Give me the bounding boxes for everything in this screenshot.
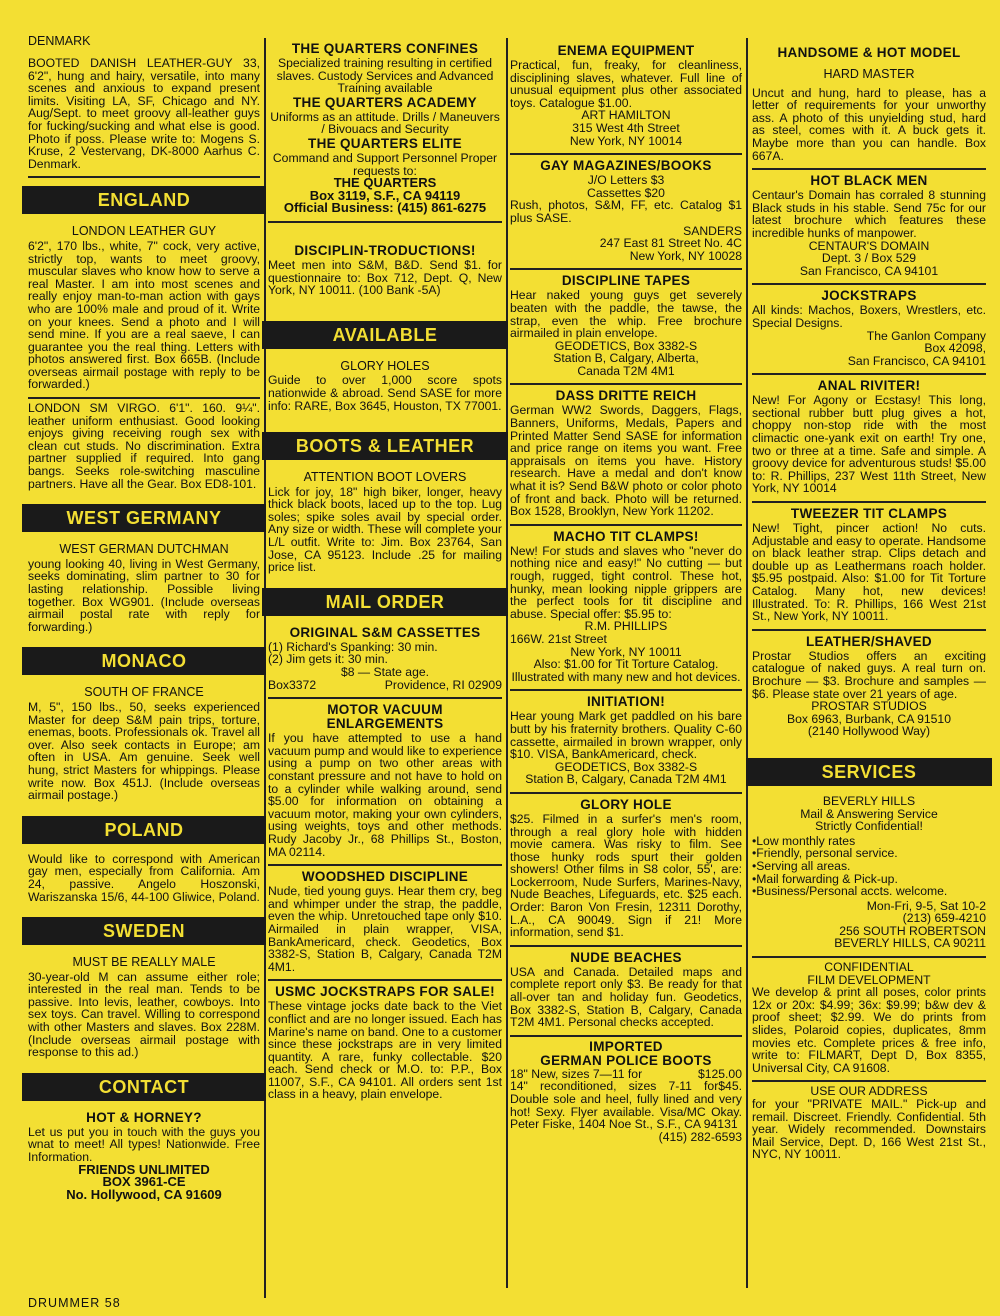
ad-body: New! Tight, pincer action! No cuts. Adjustable and easy to operate. Handsome on black leather strap. Clips detach and double up as Leathermans roach holder. $5.95 postpaid. Also: $1.00 for Tit Torture Catalog. Many hot, new devices! Illustrated. To: R. Phillips, 166 West 21st St., New York, NY 10011. [752, 521, 986, 624]
ad-title: INITIATION! [586, 694, 666, 710]
classified-ad [28, 538, 260, 639]
ad-address: GEODETICS, Box 3382-S [554, 759, 698, 774]
classified-ad [28, 1107, 260, 1208]
ad-line: Mail & Answering Service [800, 806, 938, 821]
ad-body: Also: $1.00 for Tit Torture Catalog. Illustrated with many new and hot devices. [511, 657, 741, 684]
ad-phone: (213) 659-4210 [902, 911, 986, 926]
column-rule [506, 38, 508, 1288]
column-4 [752, 42, 986, 1167]
column-1 [28, 30, 260, 1207]
ad-body: Guide to over 1,000 score spots nationwide & abroad. Send SASE for more info: RARE, Box 3645, Houston, TX 77001. [268, 373, 502, 413]
classified-ad [510, 1037, 742, 1150]
ad-name: R.M. PHILLIPS [584, 619, 668, 634]
classified-ad [28, 399, 260, 496]
ad-body: Hear naked young guys get severely beaten with the paddle, the tawse, the strap, even the whip. Free brochure airmailed in plain envelope. [510, 288, 742, 341]
ad-address: San Francisco, CA 94101 [847, 353, 986, 368]
ad-line [268, 679, 502, 692]
ad-title: FILM DEVELOPMENT [807, 972, 931, 987]
ad-title: ENEMA EQUIPMENT [557, 43, 695, 58]
ad-body: Would like to correspond with American gay men, especially from California. Am 24, passive. Angelo Hoszonski, Wariszanska 15/6, 44-100 Gliwice, Poland. [28, 851, 260, 904]
ad-name: The Ganlon Company [866, 328, 986, 343]
ad-title: USMC JOCKSTRAPS FOR SALE! [275, 984, 495, 1000]
classified-ad [752, 792, 986, 958]
ad-address: Canada T2M 4M1 [577, 363, 675, 378]
ad-body: Rush, photos, S&M, FF, etc. Catalog $1 plus SASE. [510, 198, 742, 225]
ad-title: HOT BLACK MEN [810, 173, 928, 189]
ad-body: Let us put you in touch with the guys you wnat to meet! All types! Nationwide. Free Information. [28, 1124, 260, 1165]
ad-body: Specialized training resulting in certified slaves. Custody Services and Advanced Training available [276, 56, 494, 96]
list-item: • Serving all areas. [752, 860, 986, 873]
ad-body: 30-year-old M can assume either role; interested in the real man. Tends to be passive. Into levis, leather, cowboys. Into sex toys. Can travel. Willing to correspond with other Masters and slaves. Box 228M. (Include overseas airmail postage with response to this ad.) [28, 969, 260, 1060]
ad-title: WEST GERMAN DUTCHMAN [59, 542, 229, 557]
list-item: • Low monthly rates [752, 835, 986, 848]
ad-body: $25. Filmed in a surfer's men's room, through a real glory hole with hidden movie camera. Was risky to film. See those hunky rods spurt their golden showers! Other films in S8 color, 55', are: Lockerroom, Nude Surfers, Marines-Navy, Nude Beaches, Lifeguards, etc. $25 each. Order: Baron Von Fresin, 12311 Dorothy, L.A., CA 90049. Sign if 21! More information, send $1. [510, 811, 742, 940]
ad-name: PROSTAR STUDIOS [811, 699, 927, 714]
ad-line: J/O Letters $3 [587, 173, 665, 188]
ad-name: THE QUARTERS [333, 175, 437, 191]
ad-body: Uncut and hung, hard to please, has a letter of requirements for your unworthy ass. A photo of this unyielding stud, hard as steel, comes with it. A buck gets it. Maybe more than you can handle. Box 667A. [752, 85, 986, 163]
section-header-services: SERVICES [746, 758, 992, 786]
column-2 [268, 38, 502, 1107]
classified-ad [752, 958, 986, 1082]
ad-body: New! For Agony or Ecstasy! This long, sectional rubber butt plug gives a hot, choppy non-stop ride with the most climactic one-yank exit on earth! Try one, two or three at a time. Safe and simple. A groovy device for adventurous studs! $5.00 to: R. Phillips, 237 West 11th Street, New York, NY 10014 [752, 393, 986, 496]
ad-address: BOX 3961-CE [102, 1174, 186, 1190]
section-header-poland: POLAND [22, 816, 266, 844]
classified-ad [268, 38, 502, 223]
ad-address: BEVERLY HILLS, CA 90211 [834, 936, 986, 951]
ad-title: CONFIDENTIAL [824, 960, 914, 975]
ad-body: 14" reconditioned, sizes 7-11 for$45. Double sole and heel, fully lined and very hot! Sexy. Flyer available. Visa/MC Okay. Peter Fiske, 1404 Noe St., S.F., CA 94131 [510, 1079, 742, 1132]
ad-title: TWEEZER TIT CLAMPS [790, 506, 948, 522]
ad-body: Hear young Mark get paddled on his bare butt by his fraternity brothers. Quality C-60 cassette, airmailed in brown wrapper, only $10. VISA, BankAmericard, check. [510, 709, 742, 762]
classified-ad [28, 220, 260, 399]
ad-name: CENTAUR'S DOMAIN [808, 238, 930, 253]
ad-address: Dept. 3 / Box 529 [821, 251, 917, 266]
ad-line: (1) Richard's Spanking: 30 min. [268, 639, 438, 654]
classified-ad [268, 866, 502, 981]
ad-body: Uniforms as an attitude. Drills / Maneuvers / Bivouacs and Security [270, 109, 500, 137]
ad-body: All kinds: Machos, Boxers, Wrestlers, etc. Special Designs. [752, 303, 986, 330]
ad-title: WOODSHED DISCIPLINE [301, 869, 469, 885]
classified-ad [752, 285, 986, 375]
ad-body: BOOTED DANISH LEATHER-GUY 33, 6'2", hung and hairy, versatile, into many scenes and anxious to expand present limits. Visiting LA, SF, Chicago and NY. Aug/Sept. to meet groovy all-leather guys for fucking/sucking and what else is good. Photo if poss. Please write to: Mogens S. Kruse, 2 Vestervang, DK-8000 Aarhus C. Denmark. [28, 56, 260, 171]
classified-ad [752, 42, 986, 170]
section-header-contact: CONTACT [22, 1073, 266, 1101]
ad-address: 256 SOUTH ROBERTSON [839, 923, 986, 938]
ad-address: New York, NY 10028 [629, 248, 742, 263]
classified-ad [510, 385, 742, 525]
ad-line: Strictly Confidential! [815, 819, 923, 834]
ad-title: NUDE BEACHES [570, 949, 682, 965]
ad-title: USE OUR ADDRESS [810, 1084, 928, 1099]
classified-ad [510, 40, 742, 155]
section-header-england: ENGLAND [22, 186, 266, 214]
classified-ad [28, 681, 260, 807]
ad-title: THE QUARTERS ELITE [308, 135, 462, 151]
ad-title: HANDSOME & HOT MODEL [777, 45, 961, 60]
ad-phone: (415) 282-6593 [658, 1129, 742, 1144]
ad-title: BEVERLY HILLS [822, 793, 916, 808]
ad-phone: Official Business: (415) 861-6275 [283, 200, 487, 216]
ad-title: MUST BE REALLY MALE [72, 955, 216, 970]
ad-title: MACHO TIT CLAMPS! [553, 528, 699, 544]
ad-address: Station B, Calgary, Canada T2M 4M1 [525, 772, 727, 787]
ad-title: DISCIPLIN-TRODUCTIONS! [294, 242, 476, 258]
ad-line: Cassettes $20 [587, 185, 665, 200]
ad-address: 166W. 21st Street [510, 631, 607, 646]
section-header-available: AVAILABLE [262, 321, 508, 349]
section-label-denmark: DENMARK [28, 34, 91, 48]
classified-ad [752, 631, 986, 744]
classified-ad [752, 503, 986, 631]
ad-address: Box 6963, Burbank, CA 91510 [787, 711, 951, 726]
page-footer: DRUMMER 58 [28, 1296, 121, 1310]
ad-body: German WW2 Swords, Daggers, Flags, Banners, Uniforms, Medals, Papers and Printed Matter Send SASE for information and price range on items you want. Free appraisals on items you have. History research. Have a medal and don't know what it is? Send B&W photo or color photo of front and back. Photo will be returned. Box 1528, Brooklyn, New York 11202. [510, 403, 742, 519]
ad-title: LEATHER/SHAVED [806, 633, 932, 649]
classified-ad [268, 355, 502, 418]
ad-body: M, 5", 150 lbs., 50, seeks experienced Master for deep S&M pain trips, torture, enemas, boots. Professionals ok. Travel all over. Also seek contacts in Europe; am often in USA. Am genuine. Seek well hung, strict Masters for whippings. Please write now. Box 451J. (Include overseas airmail postage.) [28, 699, 260, 803]
section-header-sweden: SWEDEN [22, 917, 266, 945]
ad-body: for your "PRIVATE MAIL." Pick-up and remail. Discreet. Friendly. Confidential. 5th year. Widely recommended. Downstairs Mail Service, Dept. D, 166 West 21st St., NYC, NY 10011. [752, 1097, 986, 1162]
ad-address: Box 42098, [924, 341, 986, 356]
ad-body: Meet men into S&M, B&D. Send $1. for questionnaire to: Box 712, Dept. Q, New York, NY 10011. (100 Bank -5A) [268, 257, 502, 298]
classified-ad [510, 526, 742, 692]
ad-line: 18" New, sizes 7—11 for [510, 1066, 643, 1081]
ad-body: These vintage jocks date back to the Viet conflict and are no longer issued. Each has Marine's name on band. One to a customer since these jockstraps are in very limited quantity. A rare, funky collectable. $20 each. Send check or M.O. to: P.P., Box 11007, S.F., CA 94101. All orders sent 1st class in a heavy, plain envelope. [268, 999, 503, 1102]
ad-address: New York, NY 10011 [570, 644, 682, 659]
section-header-monaco: MONACO [22, 647, 266, 675]
ad-name: ART HAMILTON [581, 108, 671, 123]
ad-name: SANDERS [683, 223, 742, 238]
ad-body: If you have attempted to use a hand vacuum pump and would like to experience using a pump on two other areas with constant pressure and not have to hold on to a cylinder while walking around, send $5.00 for information on obtaining a vacuum motor, making your own cylinders, using weights, toys and other methods. Rudy Jacoby Jr., 68 Phillips St., Boston, MA 02114. [268, 731, 502, 859]
ad-address: 247 East 81 Street No. 4C [599, 236, 742, 251]
ad-line: $8 — State age. [340, 665, 430, 680]
classified-ad [752, 170, 986, 285]
ad-title: THE QUARTERS ACADEMY [292, 94, 477, 110]
classified-ad [28, 850, 260, 909]
ad-address: No. Hollywood, CA 91609 [66, 1186, 222, 1202]
ad-address: Providence, RI 02909 [384, 677, 502, 692]
ad-title: ATTENTION BOOT LOVERS [303, 470, 467, 485]
classified-ad [752, 375, 986, 503]
classified-ad [28, 951, 260, 1065]
ad-body: USA and Canada. Detailed maps and complete report only $3. Be ready for that all-over tan and holiday fun. Geodetics, Box 3382-S, Station B, Calgary, Canada T2M 4M1. Personal checks accepted. [510, 964, 742, 1030]
ad-address: (2140 Hollywood Way) [807, 724, 931, 739]
ad-body: We develop & print all poses, color prints 12x or 20x: $4.99; 36x: $9.99; b&w dev & proof sheet; $2.99. We do prints from slides, Polaroid copies, duplicates, 8mm movies etc. Complete prices & free info, write to: FILMART, Dept D, Box 8355, Universal City, CA 91608. [752, 985, 986, 1075]
list-item: • Mail forwarding & Pick-up. [752, 873, 986, 886]
ad-title: GLORY HOLES [340, 358, 430, 373]
classified-ad [268, 466, 502, 580]
ad-title: THE QUARTERS CONFINES [291, 41, 479, 56]
classified-ad [510, 947, 742, 1037]
ad-title: HOT & HORNEY? [86, 1109, 202, 1125]
feature-list [752, 835, 986, 898]
classified-ad [752, 1082, 986, 1167]
ad-address: San Francisco, CA 94101 [799, 263, 939, 278]
list-item: • Friendly, personal service. [752, 847, 986, 860]
ad-title: DISCIPLINE TAPES [561, 273, 691, 289]
ad-address: GEODETICS, Box 3382-S [554, 338, 698, 353]
list-item: • Business/Personal accts. welcome. [752, 885, 986, 898]
ad-body: Centaur's Domain has corraled 8 stunning Black studs in his stable. Send 75c for our latest brochure which features these incredible hunks of manpower. [752, 188, 986, 240]
classified-ad [510, 691, 742, 794]
classified-ad [510, 155, 742, 270]
ad-title: ORIGINAL S&M CASSETTES [289, 624, 481, 640]
ad-title: DASS DRITTE REICH [555, 388, 697, 404]
ad-body: Practical, fun, freaky, for cleanliness, disciplining slaves, whatever. Full line of unusual equipment plus other associated toys. Catalogue $1.00. [510, 58, 742, 110]
classified-ad [268, 622, 502, 699]
classified-ad [268, 699, 502, 866]
ad-address: 315 West 4th Street [572, 120, 680, 135]
ad-address: Station B, Calgary, Alberta, [553, 351, 699, 366]
ad-hours: Mon-Fri, 9-5, Sat 10-2 [866, 898, 986, 913]
column-rule [746, 38, 748, 1288]
ad-title: GERMAN POLICE BOOTS [540, 1052, 712, 1068]
ad-address: Box3372 [268, 677, 317, 692]
ad-title: JOCKSTRAPS [821, 288, 917, 304]
ad-body: Command and Support Personnel Proper requests to: [272, 150, 498, 178]
ad-body: Nude, tied young guys. Hear them cry, beg and whimper under the strap, the paddle, even the whip. Unretouched tape only $10. Airmailed in plain wrapper, VISA, BankAmericard, check. Geodetics, Box 3382-S, Station B, Calgary, Canada T2M 4M1. [268, 884, 502, 974]
ad-address: New York, NY 10014 [569, 133, 683, 148]
section-header-mail-order: MAIL ORDER [262, 588, 508, 616]
ad-title: LONDON LEATHER GUY [71, 224, 217, 239]
ad-title: GLORY HOLE [580, 796, 672, 812]
ad-body: 6'2", 170 lbs., white, 7" cock, very active, strictly top, wants to meet groovy, muscular slaves who know how to serve a real Master. I am into most scenes and really enjoy man-to-man action with gays who are 100% male and proud of it. Write on your knees. Send a photo and I will send mine. If you are a real saeve, I can guarantee you the real thing. Letters with photos answered first. Box 665B. (Include overseas airmail postage with reply to be forwarded.) [28, 238, 260, 392]
ad-body: New! For studs and slaves who "never do nothing nice and easy!" No cutting — but rough, rugged, tight control. These hot, hunky, mean looking nipple grippers are the perfect tools for tit discipline and abuse. Special offer: $5.95 to: [510, 543, 742, 621]
ad-title: ANAL RIVITER! [817, 378, 921, 394]
classified-ad [510, 270, 742, 385]
ad-subtitle: HARD MASTER [823, 67, 915, 81]
ad-title: IMPORTED [589, 1038, 663, 1054]
ad-body: LONDON SM VIRGO. 6'1". 160. 9¼". leather uniform enthusiast. Good looking enjoys giving receiving rough sex with clean cut studs. No discrimination. Extra partner supplied if required. Into gang bangs. Seeks role-switching masculine partners. Have all the Gear. Box ED8-101. [28, 401, 260, 491]
ad-body: young looking 40, living in West Germany, seeks dominating, slim partner to 30 for lasting relationship. Possible living together. Box WG901. (Include overseas airmail postal rate with reply for forwarding.) [28, 556, 260, 634]
column-3 [510, 40, 742, 1149]
ad-body: Prostar Studios offers an exciting catalogue of naked guys. A real turn on. Brochure — $3. Brochure and samples — $6. Please state over 21 years of age. [752, 648, 986, 701]
classified-ad [28, 54, 260, 178]
classified-ad [268, 981, 502, 1107]
ad-title: MOTOR VACUUM ENLARGEMENTS [326, 702, 444, 732]
section-header-west-germany: WEST GERMANY [22, 504, 266, 532]
ad-line: (2) Jim gets it: 30 min. [268, 652, 388, 667]
section-header-boots-leather: BOOTS & LEATHER [262, 432, 508, 460]
ad-title: GAY MAGAZINES/BOOKS [540, 158, 712, 174]
ad-price: $125.00 [697, 1066, 742, 1081]
ad-name: FRIENDS UNLIMITED [78, 1161, 210, 1177]
ad-address: Box 3119, S.F., CA 94119 [309, 187, 461, 203]
classified-ad [510, 794, 742, 947]
classified-ad [268, 223, 502, 303]
ad-body: Lick for joy, 18" high biker, longer, heavy thick black boots, laced up to the top. Lug soles; spike soles avail by special order. Any size or width. These will complete your L/L outfit. Write to: Jim. Box 23764, San Jose, CA 95123. Include .25 for mailing price list. [268, 484, 502, 575]
ad-title: SOUTH OF FRANCE [84, 685, 204, 700]
